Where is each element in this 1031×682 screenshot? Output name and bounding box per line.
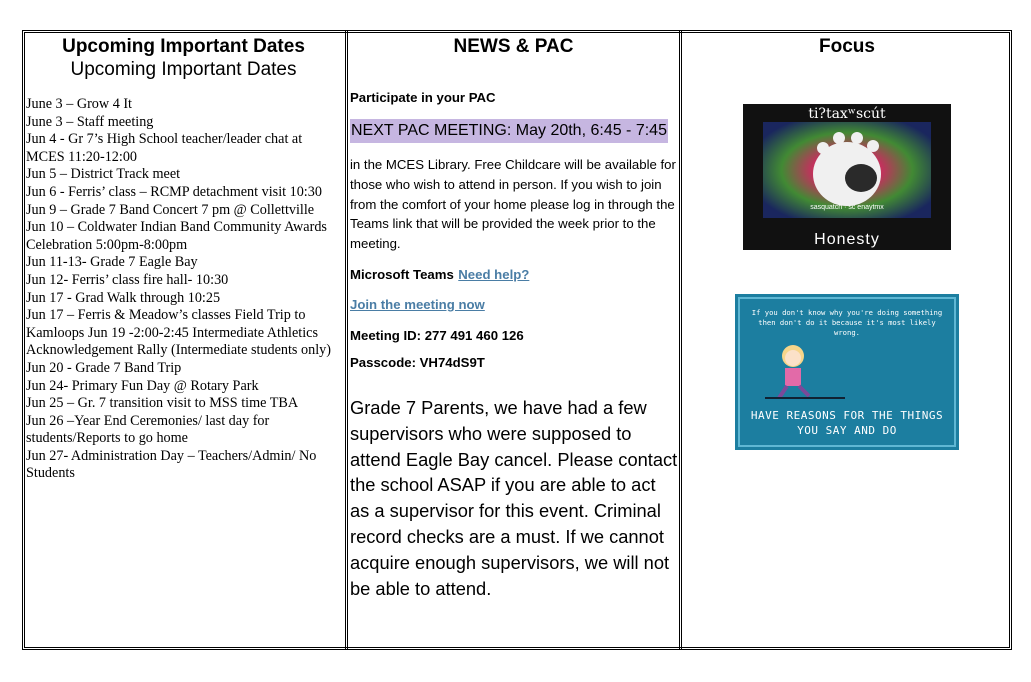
reasons-poster-image	[735, 294, 959, 450]
join-meeting-link[interactable]: Join the meeting now	[350, 296, 485, 312]
date-item: Jun 6 - Ferris’ class – RCMP detachment visit 10:30	[26, 183, 322, 200]
honesty-image	[743, 104, 951, 250]
honesty-label: Honesty	[814, 231, 880, 248]
pac-body-text: in the MCES Library. Free Childcare will be available for those who wish to attend in person. If you wish to join from the comfort of your home please log in through the Teams link that will be provided the week prior to the meeting.	[350, 157, 676, 252]
date-item: Jun 5 – District Track meet	[26, 166, 181, 183]
upcoming-dates-heading: Upcoming Important Dates	[62, 36, 305, 57]
date-item: Jun 10 – Coldwater Indian Band Community Awards Celebration 5:00pm-8:00pm	[26, 219, 327, 253]
teams-line	[350, 266, 678, 284]
pac-meeting-highlight: NEXT PAC MEETING: May 20th, 6:45 - 7:45	[350, 119, 668, 143]
date-item: Jun 20 - Grade 7 Band Trip	[26, 359, 182, 376]
date-item: Jun 25 – Gr. 7 transition visit to MSS time TBA	[26, 395, 299, 412]
teams-label: Microsoft Teams	[350, 266, 454, 282]
news-pac-column	[348, 30, 682, 650]
quote-bottom-text: HAVE REASONS FOR THE THINGS YOU SAY AND DO	[750, 409, 944, 437]
need-help-link[interactable]: Need help?	[458, 266, 530, 282]
date-item: Jun 11-13- Grade 7 Eagle Bay	[26, 254, 198, 271]
date-item: Jun 4 - Gr 7’s High School teacher/leader chat at MCES 11:20-12:00	[26, 131, 303, 165]
news-pac-heading: NEWS & PAC	[453, 36, 574, 57]
honesty-artwork-icon	[743, 104, 951, 250]
meeting-id: Meeting ID: 277 491 460 126	[350, 327, 524, 343]
honesty-top-text: ti?taxʷscút	[808, 106, 886, 122]
date-item: Jun 27- Administration Day – Teachers/Admin/ No Students	[26, 447, 317, 482]
date-item: Jun 9 – Grade 7 Band Concert 7 pm @ Collettville	[26, 201, 315, 218]
upcoming-dates-column	[22, 30, 348, 650]
date-item: Jun 17 - Grad Walk through 10:25	[26, 289, 221, 306]
upcoming-dates-subheading: Upcoming Important Dates	[70, 59, 297, 80]
date-item: Jun 12- Ferris’ class fire hall- 10:30	[26, 271, 229, 288]
date-item: Jun 24- Primary Fun Day @ Rotary Park	[26, 377, 259, 394]
passcode: Passcode: VH74dS9T	[350, 354, 485, 370]
focus-heading: Focus	[819, 36, 875, 57]
date-item: Jun 17 – Ferris & Meadow’s classes Field Trip to Kamloops Jun 19 -2:00-2:45 Intermediate Athletics Acknowledgement Rally (Intermediate students only)	[26, 307, 331, 359]
date-item: June 3 – Staff meeting	[26, 113, 154, 130]
date-item: June 3 – Grow 4 It	[26, 96, 132, 112]
quote-top-text: If you don't know why you're doing something then don't do it because it's most likely wrong.	[751, 308, 943, 337]
grade7-notice: Grade 7 Parents, we have had a few supervisors who were supposed to attend Eagle Bay cancel. Please contact the school ASAP if you are able to act as a supervisor for this event. Criminal record checks are a must. If we cannot acquire enough supervisors, we will not be able to attend.	[350, 396, 678, 599]
dates-list	[26, 96, 338, 483]
date-item: Jun 26 –Year End Ceremonies/ last day for students/Reports to go home	[26, 412, 270, 447]
pac-title: Participate in your PAC	[350, 90, 496, 105]
honesty-small-text: sasquatch · sc enaytmx	[810, 204, 884, 211]
